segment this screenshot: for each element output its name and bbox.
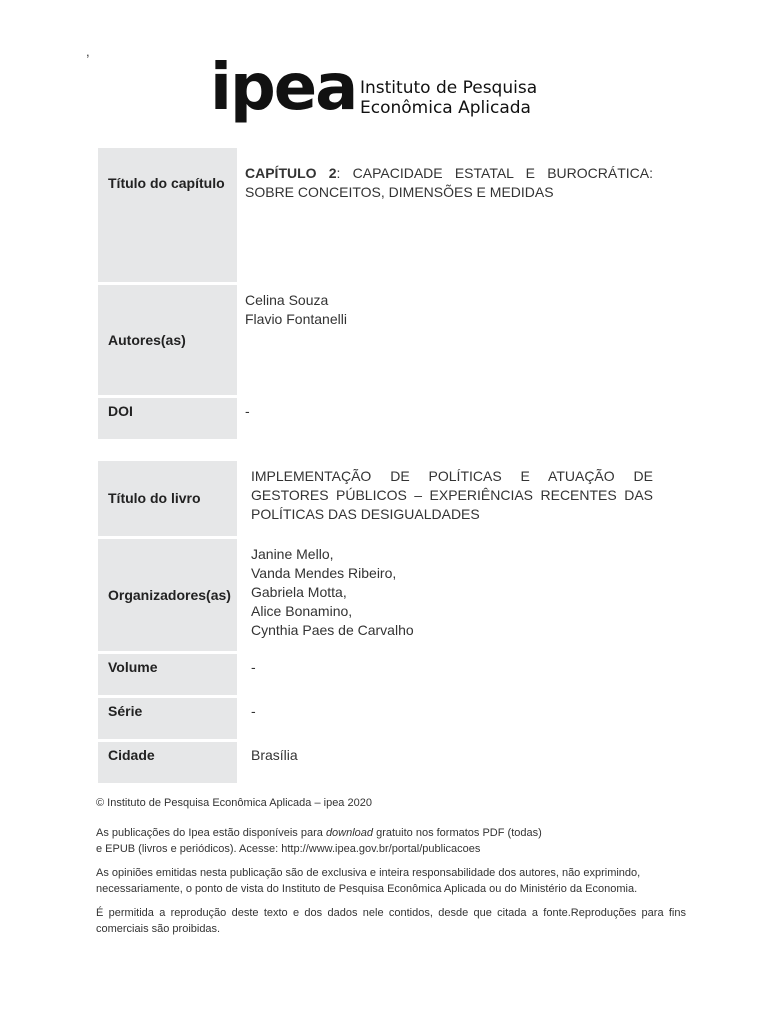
row-organizadores bbox=[98, 539, 654, 651]
copyright-notice: © Instituto de Pesquisa Econômica Aplicada – ipea 2020 bbox=[96, 797, 372, 809]
opinions-disclaimer: As opiniões emitidas nesta publicação são de exclusiva e inteira responsabilidade dos autores, não exprimindo, necessariamente, o ponto de vista do Instituto de Pesquisa Econômica Aplicada ou do Ministério da Economia. bbox=[96, 867, 641, 895]
autor-2: Flavio Fontanelli bbox=[245, 311, 347, 327]
logo-institute-name bbox=[360, 78, 537, 118]
availability-notice bbox=[96, 825, 686, 857]
organizadores-label: Organizadores(as) bbox=[98, 539, 237, 651]
autores-value bbox=[237, 285, 654, 395]
titulo-livro-value: IMPLEMENTAÇÃO DE POLÍTICAS E ATUAÇÃO DE GESTORES PÚBLICOS – EXPERIÊNCIAS RECENTES DAS POLÍTICAS DAS DESIGUALDADES bbox=[251, 468, 653, 522]
logo-wordmark: ipea bbox=[210, 51, 357, 125]
row-cidade bbox=[98, 742, 654, 783]
availability-text-a: As publicações do Ipea estão disponíveis para bbox=[96, 827, 326, 839]
organizador-5: Cynthia Paes de Carvalho bbox=[251, 622, 414, 638]
chapter-info-table bbox=[98, 145, 654, 442]
row-serie bbox=[98, 698, 654, 739]
serie-label: Série bbox=[98, 698, 237, 739]
organizador-4: Alice Bonamino, bbox=[251, 603, 353, 619]
titulo-capitulo-value bbox=[237, 148, 654, 282]
availability-text-c: e EPUB (livros e periódicos). Acesse: http://www.ipea.gov.br/portal/publicacoes bbox=[96, 843, 481, 855]
row-autores bbox=[98, 285, 654, 395]
row-volume bbox=[98, 654, 654, 695]
availability-text-b: gratuito nos formatos PDF (todas) bbox=[373, 827, 542, 839]
reproduction-notice: É permitida a reprodução deste texto e dos dados nele contidos, desde que citada a fonte.Reproduções para fins comerciais são proibidas. bbox=[96, 907, 686, 935]
doi-value: - bbox=[245, 403, 250, 419]
titulo-livro-label: Título do livro bbox=[98, 461, 237, 536]
autor-1: Celina Souza bbox=[245, 292, 329, 308]
logo-line-2: Econômica Aplicada bbox=[360, 98, 531, 118]
doi-label: DOI bbox=[98, 398, 237, 439]
row-titulo-livro bbox=[98, 461, 654, 536]
organizadores-value bbox=[237, 539, 654, 651]
row-titulo-capitulo bbox=[98, 148, 654, 282]
organizador-1: Janine Mello, bbox=[251, 546, 334, 562]
serie-value: - bbox=[251, 703, 256, 719]
volume-label: Volume bbox=[98, 654, 237, 695]
cidade-value: Brasília bbox=[251, 747, 298, 763]
organizador-3: Gabriela Motta, bbox=[251, 584, 347, 600]
organizador-2: Vanda Mendes Ribeiro, bbox=[251, 565, 397, 581]
row-doi bbox=[98, 398, 654, 439]
publication-footer bbox=[96, 795, 686, 945]
availability-download: download bbox=[325, 827, 374, 839]
titulo-capitulo-label: Título do capítulo bbox=[98, 148, 237, 282]
volume-value: - bbox=[251, 659, 256, 675]
chapter-title: : CAPACIDADE ESTATAL E BUROCRÁTICA: SOBRE CONCEITOS, DIMENSÕES E MEDIDAS bbox=[245, 165, 653, 200]
tick-mark: , bbox=[86, 44, 90, 59]
cidade-label: Cidade bbox=[98, 742, 237, 783]
book-info-table bbox=[98, 458, 654, 786]
logo-line-1: Instituto de Pesquisa bbox=[360, 78, 538, 98]
autores-label: Autores(as) bbox=[98, 285, 237, 395]
chapter-number: CAPÍTULO 2 bbox=[245, 165, 337, 181]
